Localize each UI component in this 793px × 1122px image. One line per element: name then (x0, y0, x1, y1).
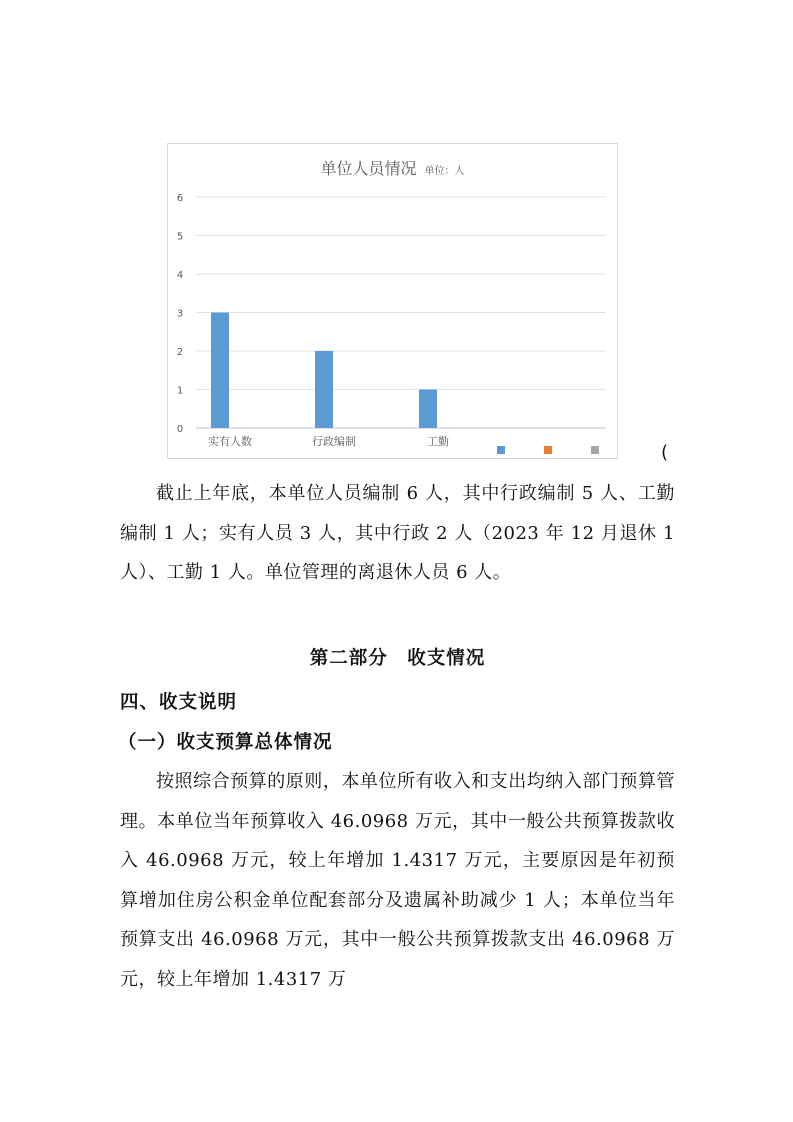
bar (315, 351, 333, 428)
part-title: 第二部分 收支情况 (309, 648, 486, 669)
bar (419, 390, 437, 429)
bar (211, 313, 229, 429)
y-tick-label: 3 (176, 308, 184, 320)
section-title: 四、收支说明 (120, 692, 238, 713)
chart-title-text: 单位人员情况 (320, 159, 417, 178)
y-tick-label: 2 (176, 347, 184, 358)
x-tick-label: 工勤 (427, 435, 449, 448)
x-tick-label: 行政编制 (312, 435, 356, 448)
y-tick-label: 5 (176, 231, 184, 243)
legend-swatch (497, 446, 505, 454)
stray-parenthesis: ( (661, 442, 669, 463)
subsection-title: （一）收支预算总体情况 (118, 732, 333, 753)
y-tick-label: 1 (176, 385, 184, 397)
chart-unit-label: 单位：人 (424, 166, 465, 177)
y-tick-label: 4 (176, 270, 184, 281)
staff-bar-chart (167, 143, 618, 459)
legend-swatch (591, 446, 599, 454)
y-tick-label: 6 (176, 193, 184, 204)
budget-summary-paragraph: 按照综合预算的原则，本单位所有收入和支出均纳入部门预算管理。本单位当年预算收入 46.0968 万元，其中一般公共预算拨款收入 46.0968 万元，较上年增加 1.4317 万元，主要原因是年初预算增加住房公积金单位配套部分及遗属补助减少 1 人；本单位当年预算支出 46.0968 万元，其中一般公共预算拨款支出 46.0968 万元，较上年增加 1.4317 万 (120, 771, 675, 990)
chart-plot-area (168, 144, 619, 460)
x-tick-label: 实有人数 (208, 435, 252, 448)
y-tick-label: 0 (176, 424, 184, 435)
staff-summary-paragraph: 截止上年底，本单位人员编制 6 人，其中行政编制 5 人、工勤编制 1 人；实有人员 3 人，其中行政 2 人（2023 年 12 月退休 1 人）、工勤 1 人。单位管理的离退休人员 6 人。 (120, 483, 675, 583)
legend-swatch (544, 446, 552, 454)
